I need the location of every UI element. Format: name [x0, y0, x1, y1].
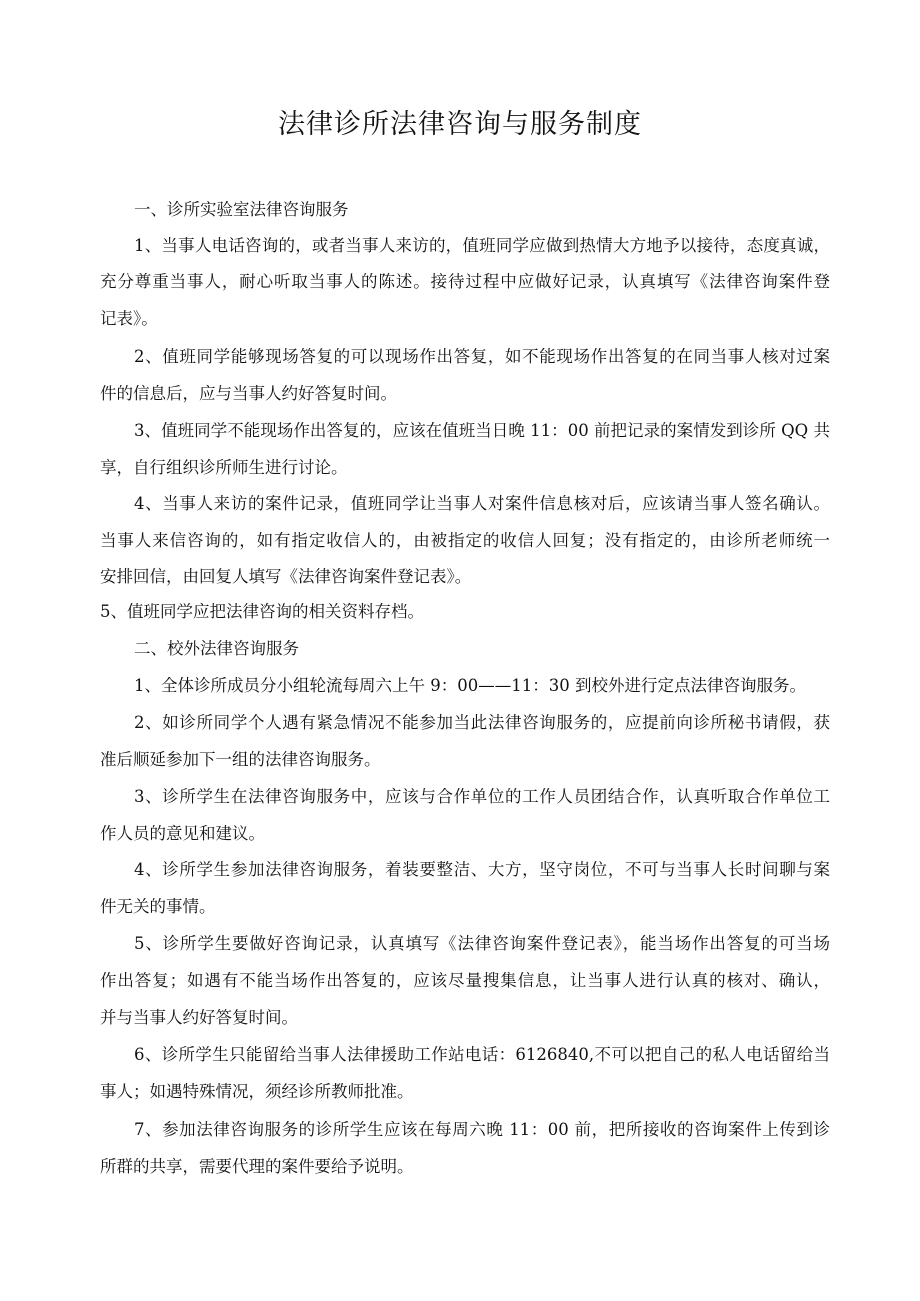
paragraph-line: 6、诊所学生只能留给当事人法律援助工作站电话：6126840,不可以把自己的私人电话留给当: [134, 1045, 830, 1064]
paragraph-line: 记表》。: [100, 309, 158, 328]
paragraph-line: 作人员的意见和建议。: [100, 824, 265, 843]
paragraph-line: 事人；如遇特殊情况，须经诊所教师批准。: [100, 1082, 414, 1101]
paragraph-line: 3、诊所学生在法律咨询服务中，应该与合作单位的工作人员团结合作，认真听取合作单位工: [134, 787, 830, 806]
paragraph-line: 并与当事人约好答复时间。: [100, 1008, 298, 1027]
paragraph-line: 5、值班同学应把法律咨询的相关资料存档。: [100, 602, 424, 621]
paragraph-line: 3、值班同学不能现场作出答复的，应该在值班当日晚 11：00 前把记录的案情发到诊所 QQ 共: [134, 421, 830, 440]
paragraph-line: 1、当事人电话咨询的，或者当事人来访的，值班同学应做到热情大方地予以接待，态度真诚，: [134, 236, 830, 255]
section-heading: 二、校外法律咨询服务: [134, 639, 299, 658]
paragraph-line: 2、如诊所同学个人遇有紧急情况不能参加当此法律咨询服务的，应提前向诊所秘书请假，获: [134, 713, 830, 732]
paragraph-line: 件无关的事情。: [100, 897, 216, 916]
paragraph-line: 5、诊所学生要做好咨询记录，认真填写《法律咨询案件登记表》，能当场作出答复的可当场: [134, 934, 830, 953]
paragraph-line: 所群的共享，需要代理的案件要给予说明。: [100, 1157, 414, 1176]
paragraph-line: 准后顺延参加下一组的法律咨询服务。: [100, 750, 381, 769]
paragraph-line: 安排回信，由回复人填写《法律咨询案件登记表》。: [100, 567, 472, 586]
paragraph-line: 4、诊所学生参加法律咨询服务，着装要整洁、大方，坚守岗位，不可与当事人长时间聊与案: [134, 860, 830, 879]
paragraph-line: 作出答复；如遇有不能当场作出答复的，应该尽量搜集信息，让当事人进行认真的核对、确认，: [100, 971, 830, 990]
paragraph-line: 件的信息后，应与当事人约好答复时间。: [100, 384, 397, 403]
paragraph-line: 1、全体诊所成员分小组轮流每周六上午 9：00——11：30 到校外进行定点法律咨询服务。: [134, 676, 806, 695]
paragraph-line: 7、参加法律咨询服务的诊所学生应该在每周六晚 11：00 前，把所接收的咨询案件上传到诊: [134, 1120, 830, 1139]
paragraph-line: 享，自行组织诊所师生进行讨论。: [100, 458, 348, 477]
paragraph-line: 充分尊重当事人，耐心听取当事人的陈述。接待过程中应做好记录，认真填写《法律咨询案件登: [100, 272, 830, 291]
paragraph-line: 4、当事人来访的案件记录，值班同学让当事人对案件信息核对后，应该请当事人签名确认。: [134, 494, 830, 513]
document-title: 法律诊所法律咨询与服务制度: [278, 109, 642, 140]
paragraph-line: 当事人来信咨询的，如有指定收信人的，由被指定的收信人回复；没有指定的，由诊所老师统一: [100, 531, 830, 550]
section-heading: 一、诊所实验室法律咨询服务: [134, 200, 349, 219]
paragraph-line: 2、值班同学能够现场答复的可以现场作出答复，如不能现场作出答复的在同当事人核对过案: [134, 347, 830, 366]
